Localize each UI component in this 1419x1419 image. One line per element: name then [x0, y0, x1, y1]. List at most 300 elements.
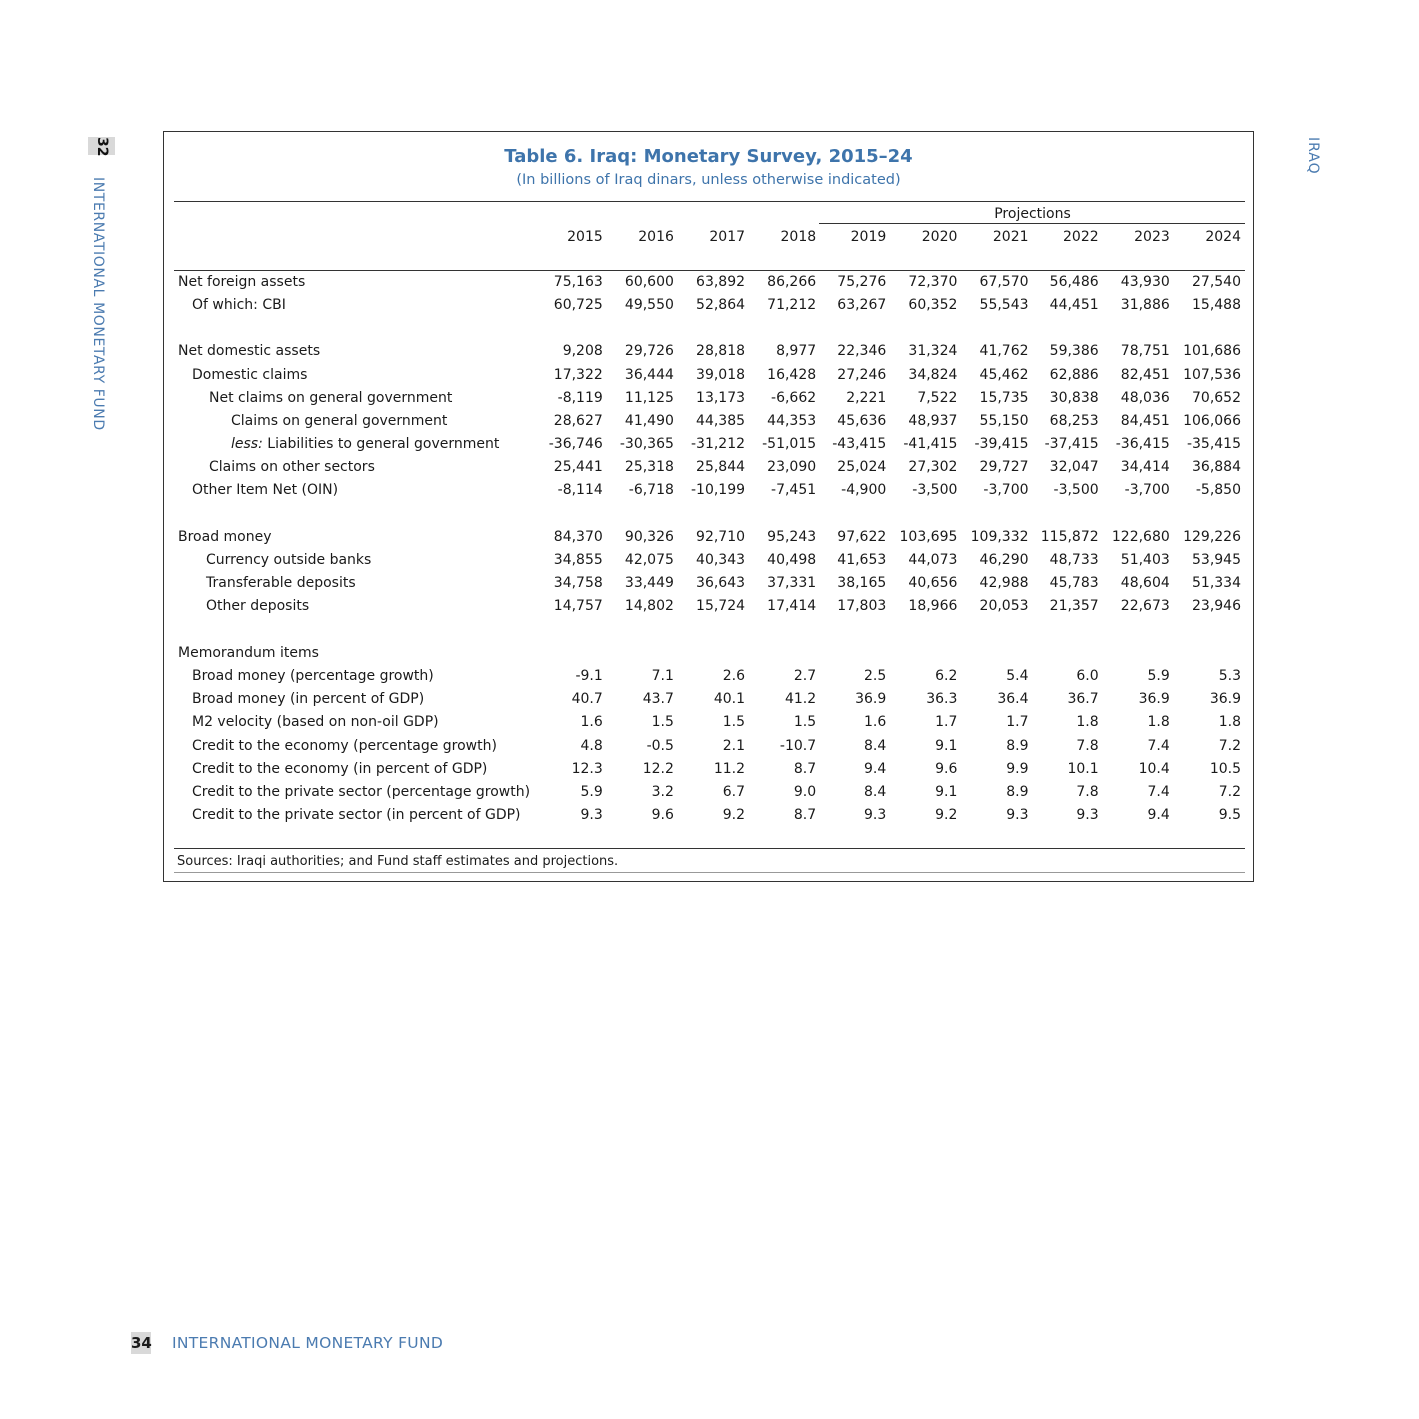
- row-label-text: Credit to the economy (in percent of GDP): [192, 760, 488, 777]
- table-cell: 3.2: [651, 783, 674, 800]
- table-cell: -41,415: [903, 436, 958, 453]
- monetary-survey-table: [175, 227, 1244, 827]
- header-bottom-rule: [174, 270, 1245, 271]
- row-label: [175, 479, 540, 502]
- table-cell: 1.5: [722, 714, 746, 731]
- table-cell: 16,428: [767, 366, 817, 383]
- table-cell: 45,783: [1049, 575, 1099, 592]
- table-cell: 27,246: [837, 366, 887, 383]
- table-cell: 60,352: [908, 296, 958, 313]
- table-title: Table 6. Iraq: Monetary Survey, 2015–24: [504, 146, 913, 167]
- table-cell: 30,838: [1049, 389, 1099, 406]
- table-cell: 34,855: [553, 552, 603, 569]
- table-cell: 17,414: [767, 598, 817, 615]
- table-cell: [540, 641, 606, 664]
- table-cell: -3,700: [983, 482, 1029, 499]
- sources-note: Sources: Iraqi authorities; and Fund staff estimates and projections.: [177, 854, 619, 869]
- row-label-text: Broad money (percentage growth): [192, 667, 434, 684]
- table-cell: 11,125: [624, 389, 674, 406]
- table-cell: 15,488: [1192, 296, 1241, 313]
- row-label-text: M2 velocity (based on non-oil GDP): [192, 714, 439, 731]
- table-cell: 15,735: [979, 389, 1029, 406]
- row-label: [175, 456, 540, 479]
- table-cell: -36,746: [548, 436, 603, 453]
- table-cell: 48,036: [1120, 389, 1170, 406]
- table-cell: 36.7: [1067, 691, 1099, 708]
- table-row: [175, 641, 1244, 664]
- table-cell: 34,758: [553, 575, 603, 592]
- table-cell: 53,945: [1192, 552, 1241, 569]
- table-cell: 10.5: [1209, 760, 1241, 777]
- table-cell: 63,267: [837, 296, 887, 313]
- table-cell: 2.7: [793, 667, 817, 684]
- table-cell: -51,015: [762, 436, 817, 453]
- table-cell: 42,075: [624, 552, 674, 569]
- row-label-text: Claims on general government: [231, 412, 448, 429]
- row-label-text: Of which: CBI: [192, 296, 286, 313]
- year-header: 2019: [850, 229, 887, 245]
- table-cell: -6,662: [771, 389, 817, 406]
- table-cell: 82,451: [1120, 366, 1170, 383]
- table-cell: 9.2: [722, 807, 746, 824]
- table-cell: 43,930: [1120, 273, 1170, 290]
- table-cell: 9.1: [935, 783, 958, 800]
- table-cell: 15,724: [696, 598, 746, 615]
- table-cell: 31,324: [908, 343, 958, 360]
- table-row: [175, 479, 1244, 502]
- table-row: [175, 386, 1244, 409]
- side-page-number: 32: [88, 137, 115, 155]
- table-cell: 55,543: [979, 296, 1029, 313]
- table-cell: -8,119: [557, 389, 603, 406]
- table-cell: [1102, 641, 1173, 664]
- table-cell: -39,415: [974, 436, 1029, 453]
- table-cell: 44,073: [908, 552, 958, 569]
- table-cell: 9.3: [1006, 807, 1029, 824]
- table-cell: 7.4: [1147, 737, 1170, 754]
- table-cell: 14,802: [624, 598, 674, 615]
- row-label-text: Liabilities to general government: [267, 436, 500, 453]
- table-cell: 40.7: [571, 691, 603, 708]
- table-row: [175, 734, 1244, 757]
- row-label-text: Memorandum items: [178, 644, 319, 661]
- table-cell: 7.1: [651, 667, 674, 684]
- table-cell: 109,332: [970, 528, 1029, 545]
- table-row: [175, 780, 1244, 803]
- table-cell: 72,370: [908, 273, 958, 290]
- table-cell: 1.7: [935, 714, 958, 731]
- table-cell: 1.7: [1006, 714, 1029, 731]
- row-label-text: Net domestic assets: [178, 343, 321, 360]
- table-cell: 14,757: [553, 598, 603, 615]
- table-row: [175, 595, 1244, 618]
- table-cell: 6.7: [722, 783, 746, 800]
- table-cell: [606, 641, 677, 664]
- table-cell: 41.2: [784, 691, 817, 708]
- year-header: 2015: [567, 229, 603, 245]
- table-cell: 17,803: [837, 598, 887, 615]
- table-cell: 34,824: [908, 366, 958, 383]
- table-cell: -7,451: [771, 482, 817, 499]
- table-cell: 44,451: [1049, 296, 1099, 313]
- table-cell: 25,441: [553, 459, 603, 476]
- table-cell: [889, 641, 960, 664]
- table-cell: 36.3: [926, 691, 958, 708]
- table-cell: 71,212: [767, 296, 817, 313]
- table-cell: 36,444: [624, 366, 674, 383]
- table-cell: 2.1: [722, 737, 746, 754]
- table-cell: 27,302: [908, 459, 958, 476]
- row-label: [175, 688, 540, 711]
- table-cell: -31,212: [690, 436, 746, 453]
- table-cell: 10.1: [1067, 760, 1099, 777]
- side-margin-left: [88, 137, 108, 437]
- table-cell: 97,622: [837, 528, 887, 545]
- year-header: 2024: [1205, 229, 1241, 245]
- table-cell: 75,276: [837, 273, 887, 290]
- table-cell: 2,221: [846, 389, 887, 406]
- table-cell: 22,673: [1120, 598, 1170, 615]
- year-header: 2016: [638, 229, 674, 245]
- table-cell: 62,886: [1049, 366, 1099, 383]
- table-cell: -30,365: [619, 436, 674, 453]
- table-cell: 40,498: [767, 552, 817, 569]
- table-cell: 9.6: [935, 760, 958, 777]
- table-cell: 46,290: [979, 552, 1029, 569]
- table-cell: 43.7: [642, 691, 674, 708]
- table-cell: 2.5: [864, 667, 887, 684]
- row-label: [175, 711, 540, 734]
- table-cell: [1173, 641, 1244, 664]
- table-cell: 12.2: [642, 760, 674, 777]
- table-row: [175, 711, 1244, 734]
- table-cell: 10.4: [1138, 760, 1170, 777]
- table-cell: 78,751: [1120, 343, 1170, 360]
- table-cell: 9,208: [562, 343, 603, 360]
- table-cell: 25,318: [624, 459, 674, 476]
- table-cell: 8.9: [1006, 783, 1029, 800]
- table-cell: 84,451: [1120, 412, 1170, 429]
- table-row: [175, 757, 1244, 780]
- table-cell: 7.8: [1076, 783, 1099, 800]
- table-cell: 12.3: [571, 760, 603, 777]
- table-row: [175, 270, 1244, 293]
- row-label: [175, 293, 540, 316]
- table-cell: 9.9: [1006, 760, 1029, 777]
- table-cell: 1.5: [651, 714, 674, 731]
- table-cell: 33,449: [624, 575, 674, 592]
- table-cell: -0.5: [646, 737, 674, 754]
- table-cell: 8,977: [776, 343, 817, 360]
- year-header-row: [175, 227, 1244, 247]
- table-cell: -3,700: [1124, 482, 1170, 499]
- spacer-row: [175, 247, 1244, 270]
- spacer-row: [175, 317, 1244, 340]
- row-label-text: Net foreign assets: [178, 273, 306, 290]
- table-cell: 8.4: [864, 783, 887, 800]
- row-label: [175, 340, 540, 363]
- year-header: 2018: [780, 229, 817, 245]
- table-cell: 21,357: [1049, 598, 1099, 615]
- table-cell: 59,386: [1049, 343, 1099, 360]
- table-cell: 6.2: [935, 667, 958, 684]
- table-cell: -3,500: [912, 482, 958, 499]
- table-cell: -9.1: [575, 667, 603, 684]
- table-cell: 34,414: [1120, 459, 1170, 476]
- table-cell: -8,114: [557, 482, 603, 499]
- table-cell: 52,864: [696, 296, 746, 313]
- table-cell: 9.5: [1218, 807, 1241, 824]
- table-cell: 1.8: [1147, 714, 1170, 731]
- row-label-prefix: less:: [231, 436, 263, 453]
- table-cell: 90,326: [624, 528, 674, 545]
- row-label: [175, 386, 540, 409]
- table-cell: 36,884: [1192, 459, 1241, 476]
- table-cell: 86,266: [767, 273, 817, 290]
- table-cell: 1.8: [1076, 714, 1099, 731]
- table-cell: 1.5: [793, 714, 817, 731]
- table-cell: -10,199: [690, 482, 746, 499]
- table-cell: 23,946: [1192, 598, 1241, 615]
- row-label: [175, 525, 540, 548]
- table-cell: 37,331: [767, 575, 817, 592]
- table-cell: 5.9: [580, 783, 603, 800]
- table-cell: 20,053: [979, 598, 1029, 615]
- table-cell: 36.9: [855, 691, 887, 708]
- year-header: 2017: [709, 229, 746, 245]
- footer-page-number: 34: [131, 1334, 152, 1352]
- table-cell: 92,710: [696, 528, 746, 545]
- table-cell: 84,370: [553, 528, 603, 545]
- table-cell: 122,680: [1111, 528, 1170, 545]
- side-country-label: IRAQ: [1305, 137, 1321, 175]
- table-cell: 45,462: [979, 366, 1029, 383]
- table-row: [175, 293, 1244, 316]
- table-cell: 101,686: [1183, 343, 1241, 360]
- row-label-text: Other Item Net (OIN): [192, 482, 339, 499]
- projections-rule: [819, 223, 1245, 224]
- table-row: [175, 664, 1244, 687]
- table-cell: 2.6: [722, 667, 746, 684]
- table-cell: 9.2: [935, 807, 958, 824]
- table-cell: 48,937: [908, 412, 958, 429]
- spacer-row: [175, 502, 1244, 525]
- table-cell: 42,988: [979, 575, 1029, 592]
- table-cell: 27,540: [1192, 273, 1241, 290]
- row-label: [175, 595, 540, 618]
- sources-rule: [174, 872, 1245, 873]
- side-org-name: INTERNATIONAL MONETARY FUND: [90, 177, 106, 431]
- table-cell: 32,047: [1049, 459, 1099, 476]
- row-label-text: Broad money: [178, 528, 272, 545]
- table-cell: 29,726: [624, 343, 674, 360]
- table-cell: 9.4: [864, 760, 887, 777]
- table-cell: 40,343: [696, 552, 746, 569]
- row-label-text: Credit to the private sector (in percent of GDP): [192, 807, 521, 824]
- table-cell: 67,570: [979, 273, 1029, 290]
- table-cell: 8.7: [793, 807, 817, 824]
- table-cell: 8.4: [864, 737, 887, 754]
- table-row: [175, 572, 1244, 595]
- table-cell: 68,253: [1049, 412, 1099, 429]
- table-cell: 9.4: [1147, 807, 1170, 824]
- table-cell: 49,550: [624, 296, 674, 313]
- table-cell: 28,627: [553, 412, 603, 429]
- year-header: 2022: [1063, 229, 1099, 245]
- table-row: [175, 804, 1244, 827]
- table-cell: 60,600: [624, 273, 674, 290]
- row-label-text: Credit to the private sector (percentage growth): [192, 783, 531, 800]
- table-cell: 36.9: [1209, 691, 1241, 708]
- table-cell: 29,727: [979, 459, 1029, 476]
- table-row: [175, 363, 1244, 386]
- row-label-text: Credit to the economy (percentage growth): [192, 737, 497, 754]
- year-header: 2021: [992, 229, 1029, 245]
- table-cell: 9.1: [935, 737, 958, 754]
- table-cell: 7.4: [1147, 783, 1170, 800]
- table-cell: [748, 641, 819, 664]
- table-cell: 115,872: [1040, 528, 1099, 545]
- table-cell: 106,066: [1183, 412, 1241, 429]
- table-row: [175, 433, 1244, 456]
- table-frame: [163, 131, 1254, 882]
- table-cell: 40,656: [908, 575, 958, 592]
- table-cell: 41,490: [624, 412, 674, 429]
- table-cell: -43,415: [832, 436, 887, 453]
- row-label-text: Transferable deposits: [206, 575, 356, 592]
- table-cell: 9.6: [651, 807, 674, 824]
- table-cell: 75,163: [553, 273, 603, 290]
- row-label-text: Domestic claims: [192, 366, 308, 383]
- table-cell: 36.9: [1138, 691, 1170, 708]
- table-cell: 25,024: [837, 459, 887, 476]
- table-cell: 9.3: [1076, 807, 1099, 824]
- row-label: [175, 757, 540, 780]
- row-label-text: Net claims on general government: [209, 389, 453, 406]
- table-row: [175, 409, 1244, 432]
- table-cell: 31,886: [1120, 296, 1170, 313]
- table-row: [175, 340, 1244, 363]
- year-header: 2023: [1134, 229, 1170, 245]
- table-cell: 48,733: [1049, 552, 1099, 569]
- table-cell: 36.4: [997, 691, 1029, 708]
- table-cell: 5.4: [1006, 667, 1029, 684]
- table-row: [175, 456, 1244, 479]
- table-cell: 41,762: [979, 343, 1029, 360]
- table-cell: 95,243: [767, 528, 817, 545]
- footer-org-name: INTERNATIONAL MONETARY FUND: [172, 1334, 444, 1352]
- table-bottom-rule: [174, 848, 1245, 849]
- table-cell: 40.1: [713, 691, 746, 708]
- table-cell: 8.9: [1006, 737, 1029, 754]
- projections-label: Projections: [994, 206, 1071, 222]
- row-label: [175, 548, 540, 571]
- top-rule: [174, 201, 1245, 202]
- table-cell: 7.2: [1218, 737, 1241, 754]
- table-cell: [819, 641, 889, 664]
- row-label: [175, 664, 540, 687]
- table-cell: 63,892: [696, 273, 746, 290]
- table-cell: 23,090: [767, 459, 817, 476]
- table-cell: 45,636: [837, 412, 887, 429]
- table-cell: -10.7: [779, 737, 817, 754]
- year-header: 2020: [921, 229, 958, 245]
- table-cell: 25,844: [696, 459, 746, 476]
- table-subtitle: (In billions of Iraq dinars, unless otherwise indicated): [516, 172, 901, 188]
- table-cell: -4,900: [841, 482, 887, 499]
- table-cell: 56,486: [1049, 273, 1099, 290]
- table-cell: [960, 641, 1031, 664]
- table-cell: 8.7: [793, 760, 817, 777]
- row-label: [175, 572, 540, 595]
- row-label-text: Broad money (in percent of GDP): [192, 691, 425, 708]
- table-cell: 70,652: [1192, 389, 1241, 406]
- row-label: [175, 433, 540, 456]
- table-cell: -36,415: [1115, 436, 1170, 453]
- row-label: [175, 780, 540, 803]
- table-cell: 129,226: [1183, 528, 1241, 545]
- table-cell: [1032, 641, 1102, 664]
- table-cell: 1.8: [1218, 714, 1241, 731]
- table-cell: 36,643: [696, 575, 746, 592]
- row-label: [175, 270, 540, 293]
- table-cell: 7.2: [1218, 783, 1241, 800]
- table-cell: -3,500: [1053, 482, 1099, 499]
- table-cell: 5.3: [1218, 667, 1241, 684]
- table-cell: 18,966: [908, 598, 958, 615]
- row-label: [175, 804, 540, 827]
- table-cell: 6.0: [1076, 667, 1099, 684]
- table-row: [175, 548, 1244, 571]
- table-cell: 17,322: [553, 366, 603, 383]
- table-cell: 1.6: [580, 714, 603, 731]
- row-label-text: Currency outside banks: [206, 552, 372, 569]
- table-cell: 7,522: [917, 389, 958, 406]
- table-cell: 9.3: [864, 807, 887, 824]
- table-cell: 51,403: [1120, 552, 1170, 569]
- table-cell: 5.9: [1147, 667, 1170, 684]
- table-cell: 4.8: [580, 737, 603, 754]
- table-row: [175, 525, 1244, 548]
- spacer-row: [175, 618, 1244, 641]
- table-row: [175, 688, 1244, 711]
- table-cell: 7.8: [1076, 737, 1099, 754]
- table-cell: 60,725: [553, 296, 603, 313]
- table-cell: 55,150: [979, 412, 1029, 429]
- table-cell: -5,850: [1195, 482, 1241, 499]
- row-label-text: Claims on other sectors: [209, 459, 375, 476]
- table-cell: [677, 641, 748, 664]
- row-label: [175, 409, 540, 432]
- table-cell: 9.0: [793, 783, 817, 800]
- table-cell: 9.3: [580, 807, 603, 824]
- row-label: [175, 734, 540, 757]
- table-cell: 41,653: [837, 552, 887, 569]
- table-cell: 51,334: [1192, 575, 1241, 592]
- table-cell: 13,173: [696, 389, 746, 406]
- row-label-text: Other deposits: [206, 598, 310, 615]
- table-cell: -37,415: [1044, 436, 1099, 453]
- table-cell: -6,718: [628, 482, 674, 499]
- table-cell: 11.2: [713, 760, 746, 777]
- table-cell: 28,818: [696, 343, 746, 360]
- table-cell: 39,018: [696, 366, 746, 383]
- table-cell: 107,536: [1183, 366, 1241, 383]
- row-label: [175, 363, 540, 386]
- table-cell: 44,353: [767, 412, 817, 429]
- table-cell: 103,695: [899, 528, 958, 545]
- row-label: [175, 641, 540, 664]
